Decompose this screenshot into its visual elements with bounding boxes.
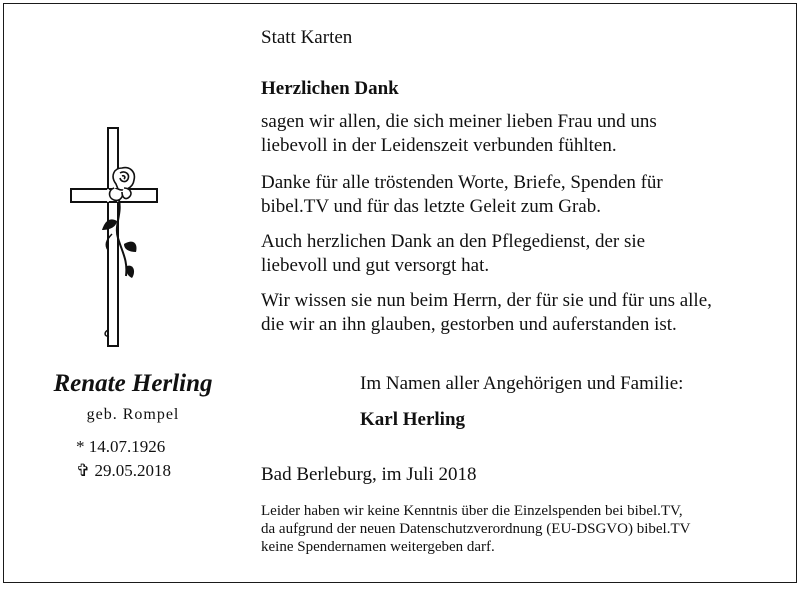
paragraph-1-line-2: liebevoll in der Leidenszeit verbunden fühlten. [261,135,617,156]
death-date: ✞ 29.05.2018 [76,461,171,480]
paragraph-4-line-1: Wir wissen sie nun beim Herrn, der für sie und für uns alle, [261,290,712,311]
paragraph-4-line-2: die wir an ihn glauben, gestorben und auferstanden ist. [261,314,677,335]
paragraph-2-line-1: Danke für alle tröstenden Worte, Briefe, Spenden für [261,172,663,193]
paragraph-3-line-1: Auch herzlichen Dank an den Pflegedienst, der sie [261,231,646,252]
paragraph-2-line-2: bibel.TV und für das letzte Geleit zum Grab. [261,196,601,217]
family-line: Im Namen aller Angehörigen und Familie: [360,373,684,394]
footnote-line-3: keine Spendernamen weitergeben darf. [261,539,495,555]
place-date: Bad Berleburg, im Juli 2018 [261,464,477,485]
obituary-notice [3,3,797,583]
footnote-line-1: Leider haben wir keine Kenntnis über die Einzelspenden bei bibel.TV, [261,503,683,519]
cross-with-rose-icon [64,126,164,348]
footnote-line-2: da aufgrund der neuen Datenschutzverordnung (EU-DSGVO) bibel.TV [261,521,691,537]
paragraph-3-line-2: liebevoll und gut versorgt hat. [261,255,490,276]
maiden-name: geb. Rompel [86,406,180,423]
deceased-name: Renate Herling [53,370,213,397]
signer-name: Karl Herling [360,409,466,430]
birth-date: * 14.07.1926 [76,437,166,456]
heading: Herzlichen Dank [261,78,399,99]
intro-text: Statt Karten [261,27,353,48]
paragraph-1-line-1: sagen wir allen, die sich meiner lieben Frau und uns [261,111,657,132]
